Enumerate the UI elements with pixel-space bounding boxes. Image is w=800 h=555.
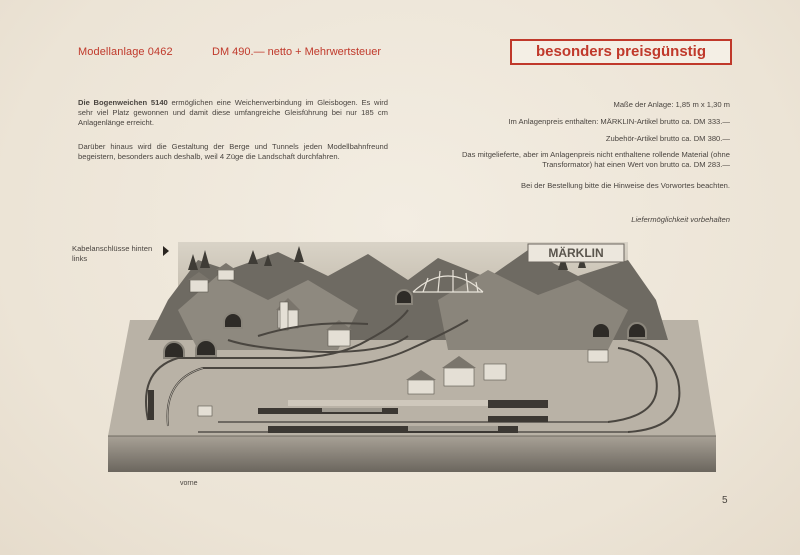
switches-highlight: Die Bogenweichen 5140	[78, 98, 168, 107]
included-articles-text: Im Anlagenpreis enthalten: MÄRKLIN-Artikel brutto ca. DM 333.—	[508, 117, 730, 126]
landscape-paragraph: Darüber hinaus wird die Gestaltung der Berge und Tunnels jeden Modellbahnfreund begeistern, besonders auch deshalb, weil 4 Züge die Landschaft durchfahren.	[78, 142, 388, 161]
page-number: 5	[722, 495, 728, 506]
switches-paragraph	[78, 98, 388, 128]
layout-photo	[108, 240, 716, 476]
accessories-text: Zubehör-Artikel brutto ca. DM 380.—	[605, 134, 730, 143]
front-label: vorne	[180, 480, 198, 487]
price-line: DM 490.— netto + Mehrwertsteuer	[212, 46, 382, 58]
switches-text: ermöglichen eine Weichenverbindung im Gleisbogen. Es wird sehr viel Platz gewonnen und damit diese umfangreiche Gleisführung bei nur 185 cm Anlagenlänge erreicht.	[78, 98, 388, 127]
rolling-stock-text: Das mitgelieferte, aber im Anlagenpreis nicht enthaltene rollende Material (ohne Transformator) hat einen Wert von brutto ca. DM 283.—	[461, 150, 730, 169]
maerklin-sign: MÄRKLIN	[548, 246, 604, 260]
model-number: Modellanlage 0462	[78, 46, 173, 58]
dimensions-text: Maße der Anlage: 1,85 m x 1,30 m	[613, 100, 730, 109]
availability-note: Liefermöglichkeit vorbehalten	[631, 215, 730, 224]
order-note-text: Bei der Bestellung bitte die Hinweise des Vorwortes beachten.	[521, 181, 730, 190]
cable-connection-label: Kabelanschlüsse hinten links	[72, 244, 153, 263]
special-offer-badge: besonders preisgünstig	[510, 39, 732, 65]
